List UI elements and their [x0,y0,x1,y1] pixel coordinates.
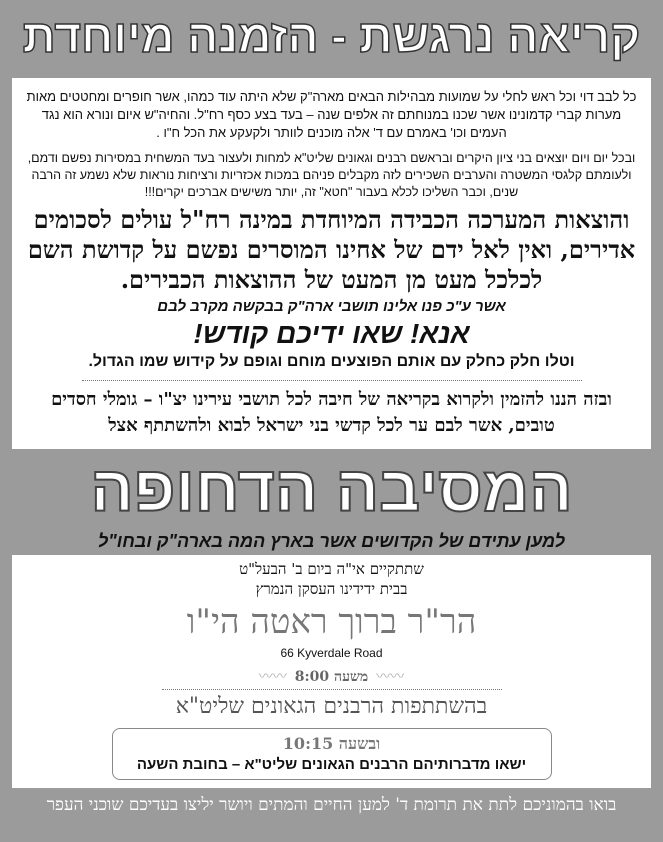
wave-ornament-icon: 〰〰 [258,669,287,685]
take-part-line: וטלו חלק כחלק עם אותם הפוצעים מוחם וגופם על קידוש שמו הגדול. [88,353,575,370]
event-details-box [12,555,651,788]
speeches-time: ובשעה 10:15 [282,734,381,753]
expenses-statement: והוצאות המערכה הכבידה המיוחדת במינה רח"ל עולים לסכומים אדירים, ואין לאל ידם של אחינו המוסרים נפשם על קדושת השם לכלכל מעט מן המעט של ההוצאות הכבירים. [27,205,636,294]
appeal-headline: אנא! שאו ידיכם קודש! [193,318,470,349]
event-name: המסיבה הדחופה [90,453,573,525]
footer-appeal: בואו בהמוניכם לתת את תרומת ד' למען החיים והמתים ויושר יליצו בעדיכם שוכני העפר [46,795,617,815]
dotted-divider [162,689,502,690]
invitation-text: ובזה הננו להזמין ולקרוא בקריאה של חיבה לכל תושבי עירינו יצ"ו – גומלי חסדים טובים, אשר לבם ער לכל קדשי בני ישראל לבוא ולהשתתף אצל [51,389,612,436]
speeches-text: ישאו מדברותיהם הרבנים הגאונים שליט"א – בחובת השעה [136,756,527,773]
event-address: 66 Kyverdale Road [280,646,383,660]
event-location-intro: בבית ידידינו העסקן הנמרץ [255,580,408,598]
event-date: שתתקיים אי"ה ביום ב' הבעל"ט [239,560,424,578]
intro-box [12,78,651,449]
poster-title: קריאה נרגשת - הזמנה מיוחדת [22,10,641,62]
intro-paragraph-1: כל לבב דוי וכל ראש לחלי על שמועות מבהילות הבאים מארה"ק שלא היתה עוד כמהו, אשר חופרים ומחטטים מאות מערות קברי קדמונינו אשר שכנו במנוחתם זה אלפים שנה – בעד בצע כסף רח"ל. והחיה"ש איום ונורא הוא נגד העמים וכו' באמרם עם ד' אלה מוכנים לוותר ולקעקע את הכל ח"ו . [26,89,637,140]
intro-paragraph-2: ובכל יום ויום יוצאים בני ציון היקרים ובראשם רבנים וגאונים שליט"א למחות ולעצור בעד המשחית במסירות נפשם ודמם, ולעומתם קלגסי המשטרה והערבים השכירים לזה מקבלים פניהם במכות אכזריות ורציחות נוראות שלא נשמע זה הרבה שנים, וכבר השליכו לכלא בעבור "חטא" זה, יותר משישים אברכים יקרים!!! [27,151,636,199]
request-line: אשר ע"כ פנו אלינו תושבי ארה"ק בבקשה מקרב לבם [157,298,506,315]
participation-line: בהשתתפות הרבנים הגאונים שליט"א [175,694,488,719]
speeches-box [112,728,552,780]
wave-ornament-icon: 〰〰 [376,669,405,685]
start-time: משעה 8:00 [294,669,369,685]
dotted-divider [82,380,582,381]
event-purpose: למען עתידם של הקדושים אשר בארץ המה בארה"ק ובחו"ל [97,531,566,551]
host-name: הר"ר ברוך ראטה הי"ו [186,602,477,642]
